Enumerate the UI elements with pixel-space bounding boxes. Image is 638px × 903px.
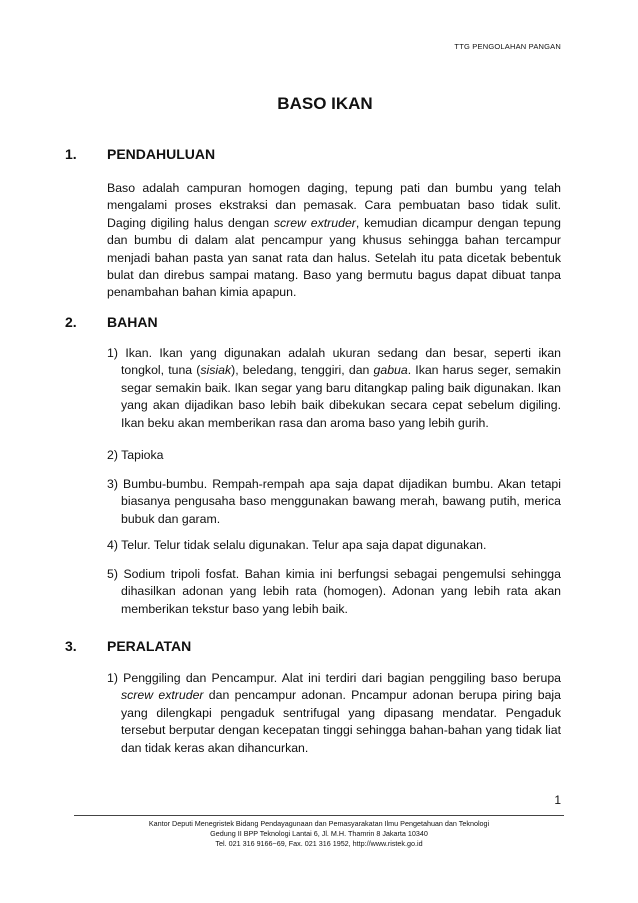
section-title: PERALATAN [107,638,192,654]
footer-line-2: Gedung II BPP Teknologi Lantai 6, Jl. M.H. Thamrin 8 Jakarta 10340 [210,828,428,838]
list-item [107,670,561,757]
text-run: , kemudian dicampur dengan tepung dan bumbu di dalam alat pencampur yang khusus sehingga bahan tercampur menjadi bahan pasta yan sanat rata dan halus. Setelah itu pata dicetak bebentuk bulat dan direbus sampai matang. Baso yang bermutu bagus dapat dibuat tanpa penambahan bahan kimia apapun. [107,215,561,300]
list-item [107,345,561,432]
footer-line-1: Kantor Deputi Menegristek Bidang Pendayagunaan dan Pemasyarakatan Ilmu Pengetahuan dan Teknologi [148,819,490,828]
text-run: 1) Ikan. Ikan yang digunakan adalah ukuran sedang dan besar, seperti ikan tongkol, tuna ( [107,346,561,378]
text-run: dan pencampur adonan. Pncampur adonan berupa piring baja yang dilengkapi pengaduk sentrifugal yang dipasang mendatar. Pengaduk tersebut berputar dengan kecepatan tinggi sehingga bahan-bahan yang tidak liat dan tidak keras akan dihancurkan. [121,688,561,755]
text-run: Baso adalah campuran homogen daging, tepung pati dan bumbu yang telah mengalami proses ekstraksi dan pemasak. Cara pembuatan baso tidak sulit. Daging digiling halus dengan [107,181,561,230]
pendahuluan-paragraph [107,180,561,302]
text-run: ), beledang, tenggiri, dan [231,363,374,378]
footer-divider [74,815,564,816]
document-title: BASO IKAN [277,94,373,113]
footer-line-3: Tel. 021 316 9166~69, Fax. 021 316 1952, http://www.ristek.go.id [215,838,423,848]
section-heading-bahan [65,314,158,330]
italic-term: gabua [373,363,408,378]
section-number: 2. [65,314,77,330]
page-footer [74,819,564,848]
section-title: BAHAN [107,314,158,330]
list-item: 5) Sodium tripoli fosfat. Bahan kimia ini berfungsi sebagai pengemulsi sehingga dihasilkan adonan yang lebih rata (homogen). Adonan yang lebih rata akan memberikan tekstur baso yang lebih baik. [107,567,561,616]
section-number: 1. [65,146,77,162]
italic-term: screw extruder [273,215,356,230]
section-heading-peralatan [65,638,191,654]
list-item: 3) Bumbu-bumbu. Rempah-rempah apa saja dapat dijadikan bumbu. Akan tetapi biasanya pengusaha baso menggunakan bawang merah, bawang putih, merica bubuk dan garam. [107,477,561,526]
section-heading-pendahuluan [65,146,215,162]
section-number: 3. [65,638,77,654]
list-item: 2) Tapioka [107,448,164,462]
list-item: 4) Telur. Telur tidak selalu digunakan. Telur apa saja dapat digunakan. [107,538,487,552]
page-number: 1 [554,793,561,807]
section-title: PENDAHULUAN [107,146,216,162]
italic-term: screw extruder [121,688,204,703]
italic-term: sisiak [200,363,232,378]
text-run: . Ikan harus seger, semakin segar semakin baik. Ikan segar yang baru ditangkap paling baik digunakan. Ikan yang akan dijadikan baso lebih baik dibekukan secara cepat sebelum digiling. Ikan beku akan memberikan rasa dan aroma baso yang lebih gurih. [121,363,561,430]
text-run: 1) Penggiling dan Pencampur. Alat ini terdiri dari bagian penggiling baso berupa [107,671,561,685]
running-header: TTG PENGOLAHAN PANGAN [454,42,561,51]
